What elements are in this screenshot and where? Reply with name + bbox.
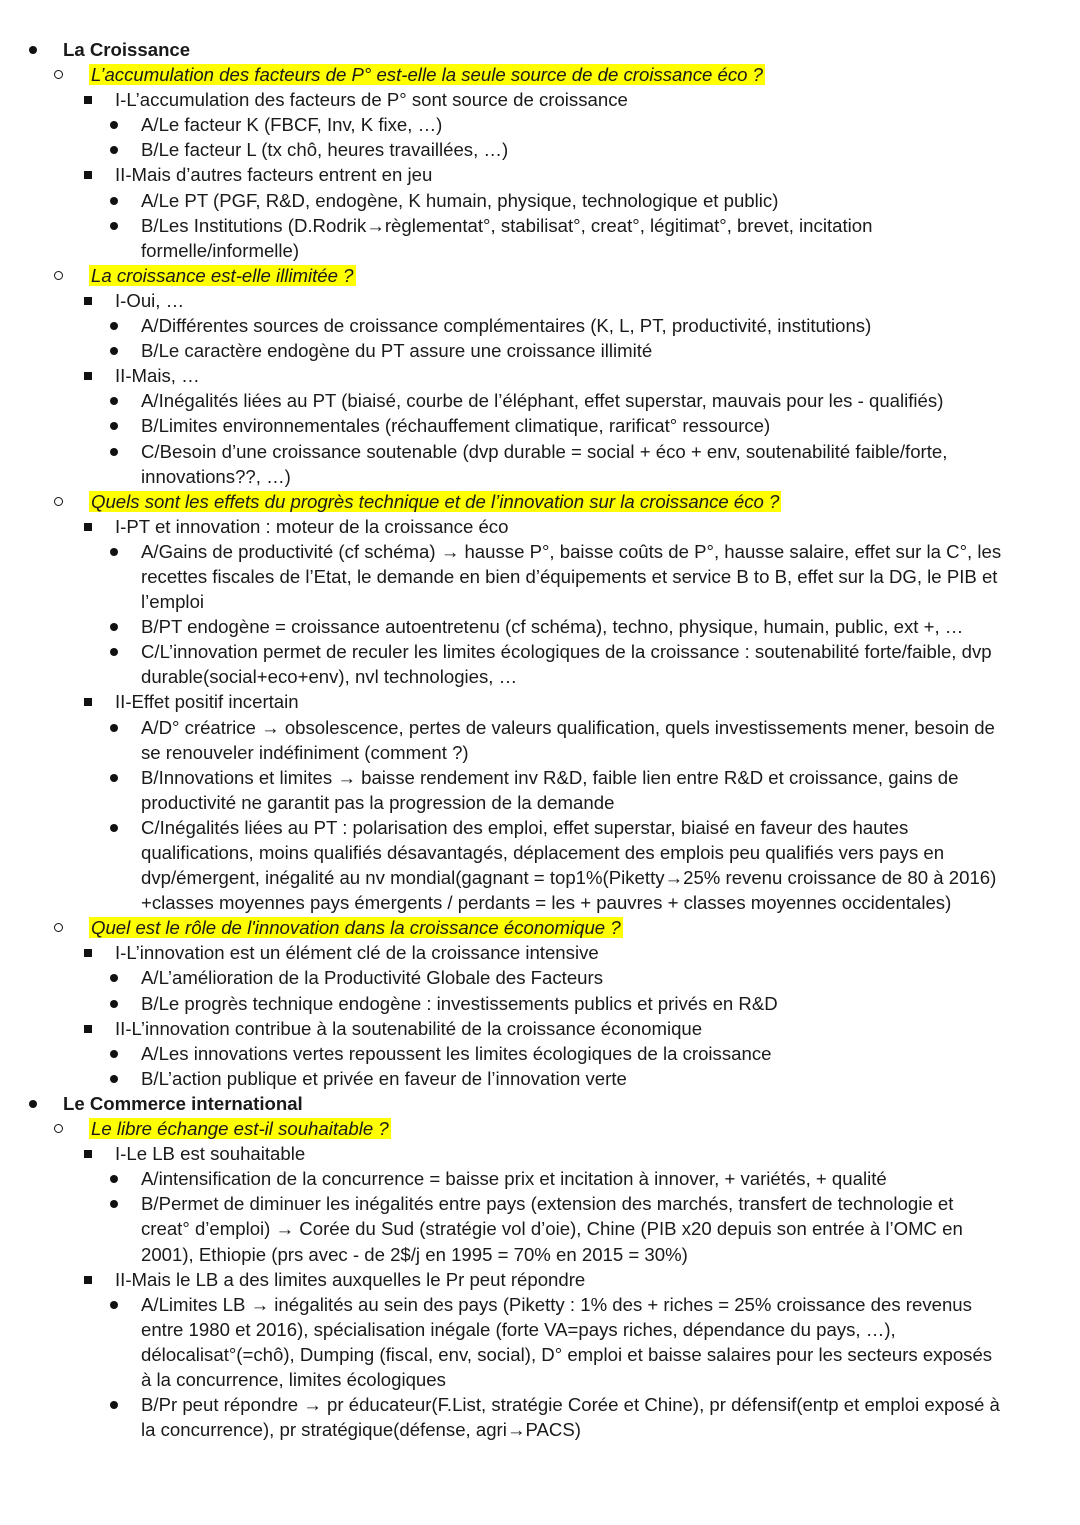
part-title: II-L’innovation contribue à la soutenabilité de la croissance économique [115, 1017, 703, 1039]
bullet-square-icon [84, 1150, 92, 1158]
item-text: recettes fiscales de l’Etat, le demande en bien d’équipements et service B to B, effet sur la DG, le PIB et [141, 565, 998, 587]
outline-line [0, 1342, 1080, 1367]
item-text: creat° d’emploi) → Corée du Sud (stratégie vol d’oie), Chine (PIB x20 depuis son entrée à l’OMC en [141, 1218, 963, 1240]
outline-line [0, 1116, 1080, 1141]
outline-line [0, 740, 1080, 765]
outline-line [0, 790, 1080, 815]
bullet-disc-icon [110, 146, 118, 154]
bullet-disc-icon [110, 648, 118, 656]
part-title: I-PT et innovation : moteur de la croissance éco [115, 515, 509, 537]
outline-line [0, 514, 1080, 539]
outline-line [0, 489, 1080, 514]
outline-line [0, 539, 1080, 564]
part-title: I-L’innovation est un élément clé de la croissance intensive [115, 942, 599, 964]
bullet-disc-icon [110, 1050, 118, 1058]
outline-line [0, 614, 1080, 639]
section-title: Le Commerce international [63, 1092, 303, 1114]
bullet-circle-icon [54, 70, 63, 79]
outline-line [0, 464, 1080, 489]
bullet-disc-icon [110, 1401, 118, 1409]
item-text: la concurrence), pr stratégique(défense, agri→PACS) [141, 1419, 581, 1441]
outline-line [0, 37, 1080, 62]
bullet-disc-icon [29, 46, 37, 54]
item-text: B/Le progrès technique endogène : investissements publics et privés en R&D [141, 992, 778, 1014]
item-text: à la concurrence, limites écologiques [141, 1368, 446, 1390]
item-text: A/Limites LB → inégalités au sein des pays (Piketty : 1% des + riches = 25% croissance des revenus [141, 1293, 972, 1315]
bullet-disc-icon [110, 121, 118, 129]
bullet-square-icon [84, 297, 92, 305]
outline-line [0, 1392, 1080, 1417]
item-text: B/Le facteur L (tx chô, heures travaillées, …) [141, 139, 509, 161]
outline-line [0, 363, 1080, 388]
part-title: II-Mais, … [115, 365, 200, 387]
outline-line [0, 1091, 1080, 1116]
outline-line [0, 915, 1080, 940]
item-text: durable(social+eco+env), nvl technologies, … [141, 666, 518, 688]
item-text: B/Limites environnementales (réchauffement climatique, rarificat° ressource) [141, 415, 771, 437]
bullet-disc-icon [110, 1000, 118, 1008]
bullet-disc-icon [110, 347, 118, 355]
outline-line [0, 1417, 1080, 1442]
bullet-disc-icon [110, 448, 118, 456]
item-text: B/Innovations et limites → baisse rendement inv R&D, faible lien entre R&D et croissance, gains de [141, 766, 959, 788]
bullet-disc-icon [110, 222, 118, 230]
bullet-disc-icon [110, 322, 118, 330]
outline-line [0, 689, 1080, 714]
outline-line [0, 137, 1080, 162]
outline-line [0, 765, 1080, 790]
bullet-circle-icon [54, 923, 63, 932]
bullet-square-icon [84, 96, 92, 104]
outline-line [0, 162, 1080, 187]
item-text: A/D° créatrice → obsolescence, pertes de valeurs qualification, quels investissements mener, besoin de [141, 716, 995, 738]
item-text: B/Pr peut répondre → pr éducateur(F.List, stratégie Corée et Chine), pr défensif(entp et emploi exposé à [141, 1394, 1000, 1416]
item-text: dvp/émergent, inégalité au nv mondial(gagnant = top1%(Piketty→25% revenu croissance de 80 à 2016) [141, 867, 997, 889]
item-text: A/Inégalités liées au PT (biaisé, courbe de l’éléphant, effet superstar, mauvais pour les - qualifiés) [141, 390, 944, 412]
outline-line [0, 1016, 1080, 1041]
item-text: productivité ne garantit pas la progression de la demande [141, 791, 615, 813]
outline-line [0, 991, 1080, 1016]
outline-line [0, 439, 1080, 464]
outline-line [0, 639, 1080, 664]
outline-line [0, 865, 1080, 890]
outline-line [0, 388, 1080, 413]
outline-line [0, 1041, 1080, 1066]
item-text: C/L’innovation permet de reculer les limites écologiques de la croissance : soutenabilité forte/faible, dvp [141, 641, 992, 663]
item-text: C/Inégalités liées au PT : polarisation des emploi, effet superstar, biaisé en faveur des hautes [141, 816, 909, 838]
part-title: II-Effet positif incertain [115, 691, 299, 713]
item-text: qualifications, moins qualifiés désavantagés, déplacement des emplois peu qualifiés vers pays en [141, 842, 945, 863]
bullet-disc-icon [110, 397, 118, 405]
bullet-square-icon [84, 949, 92, 957]
outline-line [0, 62, 1080, 87]
item-text: A/Gains de productivité (cf schéma) → hausse P°, baisse coûts de P°, hausse salaire, effet sur la C°, les [141, 540, 1002, 562]
outline-line [0, 1367, 1080, 1392]
item-text: délocalisat°(=chô), Dumping (fiscal, env, social), D° emploi et baisse salaires pour les secteurs exposés [141, 1343, 993, 1365]
part-title: II-Mais d’autres facteurs entrent en jeu [115, 164, 433, 186]
outline-line [0, 1216, 1080, 1241]
outline-line [0, 890, 1080, 915]
bullet-disc-icon [110, 1200, 118, 1208]
outline-line [0, 1317, 1080, 1342]
item-text: B/Les Institutions (D.Rodrik→règlementat°, stabilisat°, creat°, légitimat°, brevet, incitation [141, 214, 873, 236]
item-text: A/Le facteur K (FBCF, Inv, K fixe, …) [141, 114, 443, 136]
part-title: II-Mais le LB a des limites auxquelles le Pr peut répondre [115, 1268, 586, 1290]
outline-line [0, 564, 1080, 589]
bullet-circle-icon [54, 271, 63, 280]
outline-line [0, 1242, 1080, 1267]
bullet-disc-icon [29, 1100, 37, 1108]
outline-line [0, 313, 1080, 338]
question-highlight: La croissance est-elle illimitée ? [91, 264, 354, 286]
item-text: 2001), Ethiopie (prs avec - de 2$/j en 1995 = 70% en 2015 = 30%) [141, 1243, 688, 1265]
bullet-circle-icon [54, 497, 63, 506]
item-text: formelle/informelle) [141, 239, 300, 261]
item-text: B/L’action publique et privée en faveur de l’innovation verte [141, 1067, 627, 1089]
question-highlight: L’accumulation des facteurs de P° est-elle la seule source de de croissance éco ? [91, 64, 764, 86]
outline-line [0, 1066, 1080, 1091]
item-text: A/Différentes sources de croissance complémentaires (K, L, PT, productivité, institutions) [141, 315, 872, 337]
bullet-disc-icon [110, 1301, 118, 1309]
item-text: innovations??, …) [141, 465, 291, 487]
outline-line [0, 87, 1080, 112]
section-title: La Croissance [63, 39, 191, 60]
bullet-disc-icon [110, 623, 118, 631]
outline-line [0, 238, 1080, 263]
bullet-square-icon [84, 1276, 92, 1284]
bullet-square-icon [84, 372, 92, 380]
part-title: I-Le LB est souhaitable [115, 1143, 306, 1165]
outline-line [0, 1141, 1080, 1166]
item-text: A/L’amélioration de la Productivité Globale des Facteurs [141, 967, 603, 989]
outline-line [0, 965, 1080, 990]
bullet-disc-icon [110, 548, 118, 556]
question-highlight: Quels sont les effets du progrès technique et de l’innovation sur la croissance éco ? [91, 490, 780, 512]
bullet-disc-icon [110, 1175, 118, 1183]
bullet-square-icon [84, 698, 92, 706]
item-text: B/Permet de diminuer les inégalités entre pays (extension des marchés, transfert de technologie et [141, 1193, 954, 1215]
outline-line [0, 213, 1080, 238]
item-text: A/Les innovations vertes repoussent les limites écologiques de la croissance [141, 1042, 772, 1064]
bullet-disc-icon [110, 974, 118, 982]
outline-line [0, 940, 1080, 965]
outline-line [0, 664, 1080, 689]
bullet-square-icon [84, 1025, 92, 1033]
bullet-disc-icon [110, 1075, 118, 1083]
item-text: +classes moyennes pays émergents / perdants = les + pauvres + classes moyennes occidentales) [141, 892, 952, 914]
outline-line [0, 589, 1080, 614]
outline-line [0, 1267, 1080, 1292]
bullet-disc-icon [110, 197, 118, 205]
question-highlight: Quel est le rôle de l'innovation dans la croissance économique ? [91, 917, 621, 939]
outline-line [0, 1166, 1080, 1191]
outline-line [0, 1191, 1080, 1216]
outline-line [0, 338, 1080, 363]
outline-line [0, 840, 1080, 865]
outline-line [0, 715, 1080, 740]
outline-line [0, 112, 1080, 137]
item-text: C/Besoin d’une croissance soutenable (dvp durable = social + éco + env, soutenabilité faible/forte, [141, 440, 948, 462]
question-highlight: Le libre échange est-il souhaitable ? [91, 1118, 389, 1140]
outline-line [0, 188, 1080, 213]
item-text: entre 1980 et 2016), spécialisation inégale (forte VA=pays riches, dépendance du pays, …), [141, 1318, 896, 1340]
item-text: se renouveler indéfiniment (comment ?) [141, 741, 469, 763]
bullet-square-icon [84, 171, 92, 179]
item-text: l’emploi [141, 591, 205, 613]
bullet-circle-icon [54, 1124, 63, 1133]
bullet-disc-icon [110, 422, 118, 430]
outline-line [0, 815, 1080, 840]
bullet-square-icon [84, 523, 92, 531]
bullet-disc-icon [110, 724, 118, 732]
part-title: I-L’accumulation des facteurs de P° sont source de croissance [115, 89, 628, 111]
bullet-disc-icon [110, 774, 118, 782]
item-text: B/Le caractère endogène du PT assure une croissance illimité [141, 340, 653, 362]
outline-line [0, 263, 1080, 288]
item-text: A/intensification de la concurrence = baisse prix et incitation à innover, + variétés, + qualité [141, 1168, 887, 1190]
item-text: A/Le PT (PGF, R&D, endogène, K humain, physique, technologique et public) [141, 189, 779, 211]
outline-line [0, 413, 1080, 438]
item-text: B/PT endogène = croissance autoentretenu (cf schéma), techno, physique, humain, public, ext +, … [141, 616, 964, 638]
outline-line [0, 288, 1080, 313]
outline-line [0, 1292, 1080, 1317]
bullet-disc-icon [110, 824, 118, 832]
part-title: I-Oui, … [115, 289, 185, 311]
